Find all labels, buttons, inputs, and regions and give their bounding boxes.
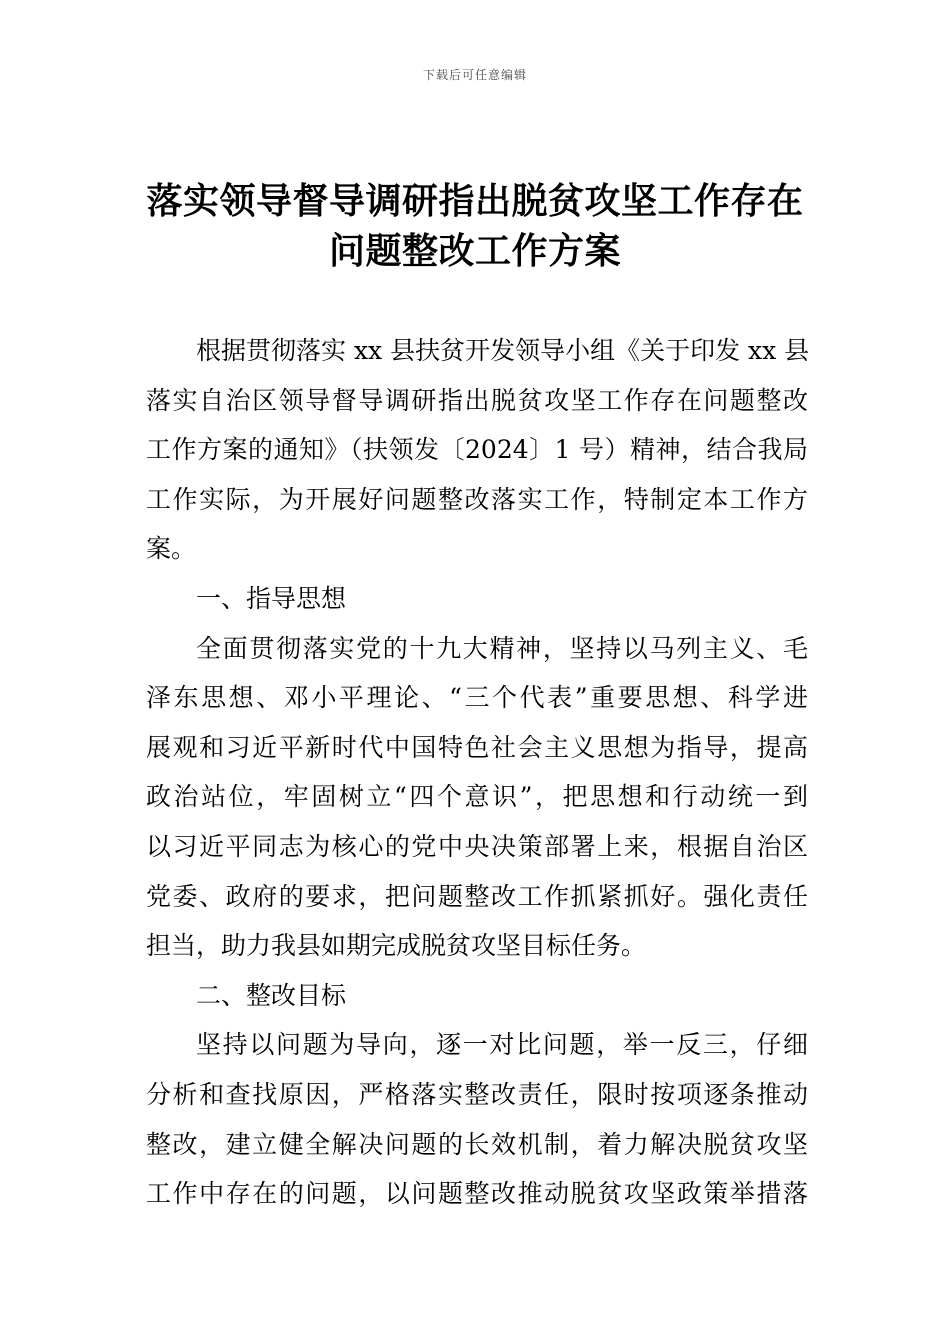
paragraph-guiding-thought xyxy=(146,624,808,971)
paragraph-rectification-goal xyxy=(146,1020,808,1218)
heading-line: 二、整改目标 xyxy=(196,980,347,1010)
paragraph-basis xyxy=(146,326,808,574)
paragraph-line: 工作方案的通知》（扶领发〔2024〕1 号）精神，结合我局 xyxy=(146,435,808,465)
heading-line: 一、指导思想 xyxy=(196,583,347,613)
paragraph-line: 党委、政府的要求，把问题整改工作抓紧抓好。强化责任 xyxy=(146,881,808,911)
document-title xyxy=(100,176,850,276)
paragraph-line: 案。 xyxy=(146,534,197,564)
section-heading-rectification-goal xyxy=(146,971,808,1021)
paragraph-line: 泽东思想、邓小平理论、“三个代表”重要思想、科学进 xyxy=(146,683,808,713)
paragraph-line: 落实自治区领导督导调研指出脱贫攻坚工作存在问题整改 xyxy=(146,385,808,415)
paragraph-line: 以习近平同志为核心的党中央决策部署上来，根据自治区 xyxy=(146,831,808,861)
paragraph-line: 整改，建立健全解决问题的长效机制，着力解决脱贫攻坚 xyxy=(146,1129,808,1159)
title-line-1: 落实领导督导调研指出脱贫攻坚工作存在 xyxy=(146,180,804,222)
paragraph-line: 工作实际，为开展好问题整改落实工作，特制定本工作方 xyxy=(146,484,808,514)
document-body xyxy=(146,326,808,1219)
paragraph-line: 坚持以问题为导向，逐一对比问题，举一反三，仔细 xyxy=(196,1030,808,1060)
section-heading-guiding-thought xyxy=(146,574,808,624)
paragraph-line: 担当，助力我县如期完成脱贫攻坚目标任务。 xyxy=(146,931,647,961)
paragraph-line: 根据贯彻落实 xx 县扶贫开发领导小组《关于印发 xx 县 xyxy=(196,336,810,365)
paragraph-line: 工作中存在的问题，以问题整改推动脱贫攻坚政策举措落 xyxy=(146,1179,808,1209)
header-note: 下载后可任意编辑 xyxy=(422,68,527,82)
paragraph-line: 政治站位，牢固树立“四个意识”，把思想和行动统一到 xyxy=(146,782,808,812)
paragraph-line: 分析和查找原因，严格落实整改责任，限时按项逐条推动 xyxy=(146,1079,808,1109)
title-line-2: 问题整改工作方案 xyxy=(328,230,621,272)
paragraph-line: 展观和习近平新时代中国特色社会主义思想为指导，提高 xyxy=(146,732,808,762)
paragraph-line: 全面贯彻落实党的十九大精神，坚持以马列主义、毛 xyxy=(196,633,808,663)
